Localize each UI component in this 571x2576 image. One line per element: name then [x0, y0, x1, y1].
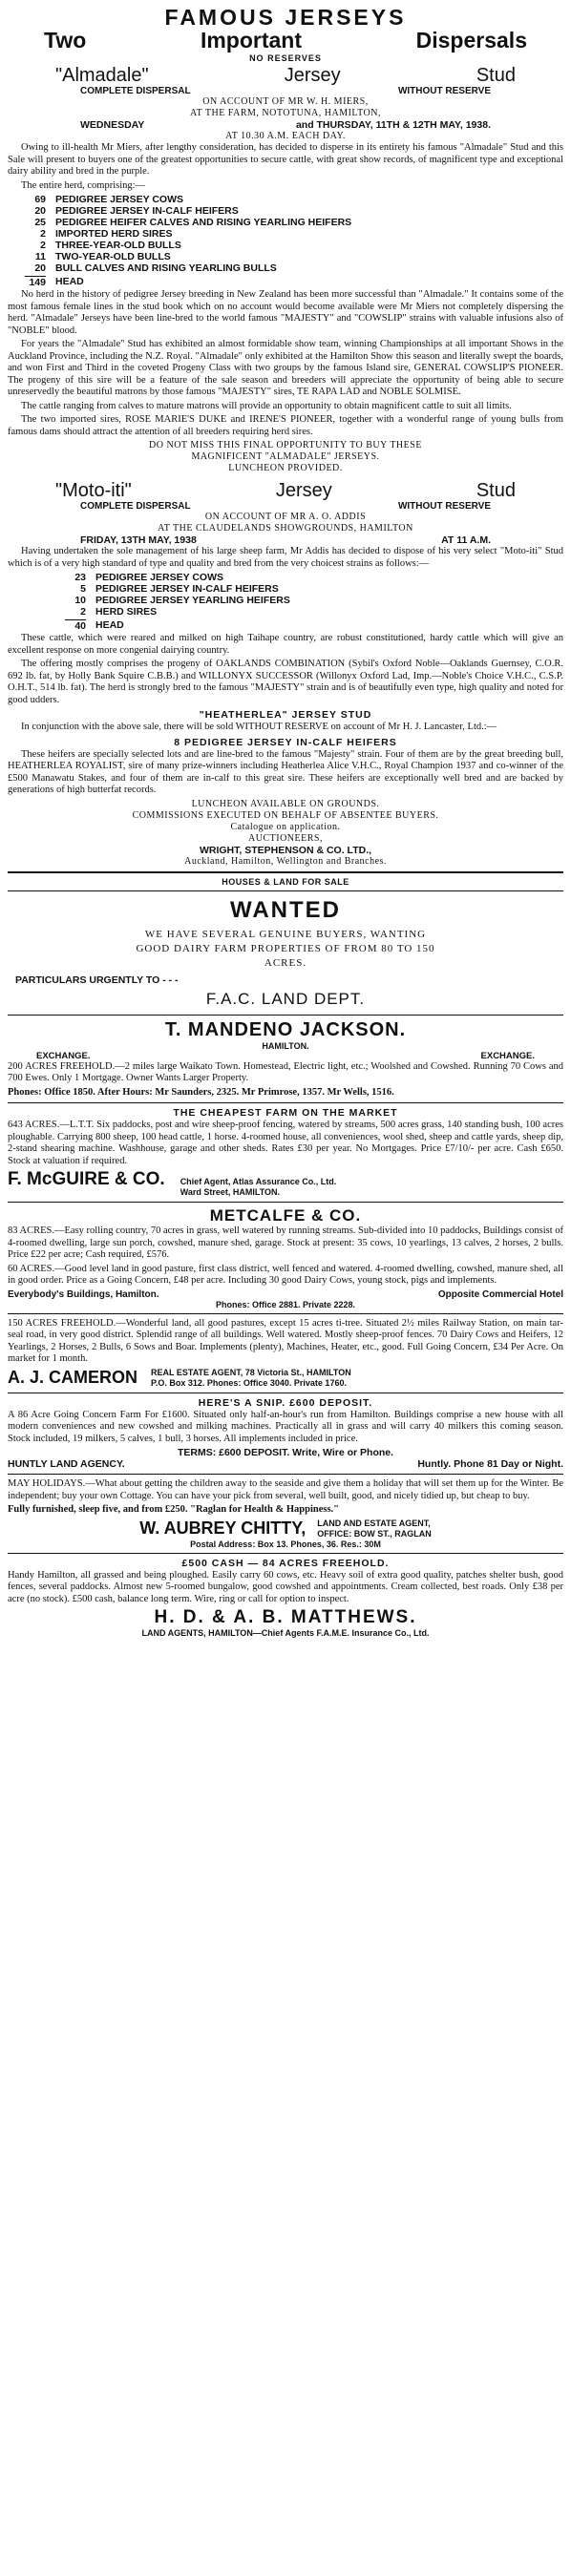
motoiti-p4: These heifers are specially selected lots and are line-bred to the famous "Majesty" strain. Four of them are by the great breeding bull, HEATHERLEA ROYALIST, sire of many prize-winners including Heatherlea Alice V.H.C., Royal Champion 1937 and co-winner of the £500 Manawatu Stakes, and four of them are in-calf to this great sire. These heifers are exceptionally well bred and are backed by generations of high butterfat records. [8, 748, 563, 795]
herd-count: 2 [40, 240, 46, 251]
wright-stephenson: WRIGHT, STEPHENSON & CO. LTD., [199, 844, 372, 856]
herd-count: 10 [74, 595, 86, 606]
chitty-postal: Postal Address: Box 13. Phones, 36. Res.: 30M [190, 1539, 381, 1549]
chitty-signature [8, 1518, 563, 1539]
motoiti-auctioneers: AUCTIONEERS, [248, 832, 323, 844]
almadale-entire: The entire herd, comprising:— [21, 179, 146, 191]
almadale-title [8, 65, 563, 86]
herd-count: 2 [40, 228, 46, 240]
chitty-side-2: OFFICE: BOW ST., RAGLAN [317, 1528, 432, 1539]
particulars-urgently: PARTICULARS URGENTLY TO - - - [15, 974, 179, 986]
wanted-line-3: ACRES. [264, 956, 307, 969]
motoiti-p2: The offering mostly comprises the progeny of OAKLANDS COMBINATION (Sybil's Oxford Noble—Oaklands Guernsey, C.O.R. 692 lb. fat, by Holly Bank Squire C.B.B.) and WILLONYX SUCCESSOR (Willonyx Oxford Lad, Imp.—Noble's Choice V.H.C., C.S.P. O.H.T., 514 lb. fat). The herd is strongly bred to the famous "MAJESTY" strain and is of beautifully even type, high quality and noted for good udders. [8, 659, 563, 705]
motoiti-date-b: AT 11 A.M. [441, 534, 491, 546]
herd-description: PEDIGREE JERSEY IN-CALF HEIFERS [55, 205, 239, 217]
motoiti-p1: These cattle, which were reared and milked on high Taihape country, are robust constitutioned, hardy cattle which will give an excellent response on more congenial dairying country. [8, 633, 563, 656]
almadale-complete-b: WITHOUT RESERVE [397, 86, 491, 96]
huntly-signature [8, 1458, 563, 1470]
herd-count: 25 [34, 217, 46, 228]
motoiti-p3: In conjunction with the above sale, there will be sold WITHOUT RESERVE on account of Mr H. J. Lancaster, Ltd.:— [21, 722, 497, 732]
almadale-p3: The cattle ranging from calves to mature matrons will provide an opportunity to obtain magnificent cattle to suit all limits. [21, 400, 512, 411]
almadale-total-label: HEAD [55, 276, 84, 287]
chitty-side-1: LAND AND ESTATE AGENT, [317, 1518, 431, 1528]
herd-list-item [65, 583, 563, 595]
metcalfe-p1: 83 ACRES.—Easy rolling country, 70 acres in grass, well watered by running streams. Sub-divided into 10 paddocks, Buildings consist of 4-roomed dwelling, large sun porch, cowshed, manure shed, garage. Stock at present: 35 cows, 10 yearlings, 13 calves, 2 horses, 2 bulls. Price £22 per acre; Cash required, £576. [8, 1225, 563, 1260]
two-word: Two [44, 28, 87, 52]
herd-description: HERD SIRES [95, 606, 158, 618]
cameron-body: 150 ACRES FREEHOLD.—Wonderful land, all good pastures, except 15 acres ti-tree. Situated 2½ miles Railway Station, on main tar-seal road, in very good district. Splendid range of all buildings. Well watered. Mostly sheep-proof fences. 70 Dairy Cows and Heifers, 12 Yearlings, 2 Horses, 2 Bulls, 6 Sows and Boar. Implements (plenty), Machines, Heater, etc., good. Full Going Concern, £34 Per Acre. On market for 1 month. [8, 1317, 563, 1364]
almadale-lunch: LUNCHEON PROVIDED. [228, 463, 343, 473]
almadale-total [25, 276, 563, 289]
mandeno-jackson-name: T. MANDENO JACKSON. [164, 1018, 407, 1040]
almadale-p2: For years the "Almadale" Stud has exhibited an almost formidable show team, winning Championships at all important Shows in the Auckland Province, including the N.Z. Royal. "Almadale" only exhibited at the Hamilton Show this season and literally swept the boards, and won First and Third in the coveted Progeny Class with two groups by the famous Island sire, GENERAL COWSLIP'S PIONEER. The progeny of this sire will be a feature of the sale season and breeders will appreciate the opportunity of being able to secure unreservedly the beautiful matrons by those famous "MAJESTY" sires, TE RAPA LAD and NOBLE SOLMISE. [8, 339, 563, 397]
motoiti-commissions: COMMISSIONS EXECUTED ON BEHALF OF ABSENTEE BUYERS. [132, 809, 439, 821]
motoiti-title-jersey: Jersey [275, 480, 332, 501]
motoiti-lunch: LUNCHEON AVAILABLE ON GROUNDS. [191, 798, 380, 809]
matthews-heading: £500 CASH — 84 ACRES FREEHOLD. [181, 1557, 390, 1569]
divider [8, 1553, 563, 1554]
herd-count: 20 [34, 205, 46, 217]
motoiti-complete [8, 501, 563, 512]
chitty-side [317, 1518, 432, 1539]
herd-count: 23 [74, 572, 86, 583]
almadale-date-b: and THURSDAY, 11TH & 12TH MAY, 1938. [295, 119, 491, 131]
matthews-body: Handy Hamilton, all grassed and being ploughed. Easily carry 60 cows, etc. Heavy soil of extra good quality, patches shelter bush, good fences, several paddocks. Almost new 5-roomed bungalow, good cowshed and appointments. Cream collected, best roads. Only £38 per acre (no stock). £500 cash, balance long term. Wire, ring or call for option to inspect. [8, 1569, 563, 1604]
herd-count: 5 [80, 583, 86, 595]
herd-description: PEDIGREE JERSEY IN-CALF HEIFERS [95, 583, 279, 595]
almadale-p1: No herd in the history of pedigree Jersey breeding in New Zealand has been more successful than "Almadale." It contains some of the most famous female lines in the stud book which on no account would become available were Mr Miers not completely dispersing the herd. "Almadale" Jerseys have been line-bred to the world famous "MAJESTY" and "COWSLIP" strains with valuable infusions also of "NOBLE" blood. [8, 289, 563, 336]
motoiti-complete-a: COMPLETE DISPERSAL [80, 501, 191, 512]
motoiti-place: AT THE CLAUDELANDS SHOWGROUNDS, HAMILTON [158, 523, 413, 534]
divider [8, 1102, 563, 1103]
divider [8, 871, 563, 873]
metcalfe-phones: Phones: Office 2881. Private 2228. [215, 1299, 356, 1309]
mandeno-exchange-left: EXCHANGE. [36, 1050, 91, 1061]
herd-description: IMPORTED HERD SIRES [55, 228, 173, 240]
mandeno-phones: Phones: Office 1850. After Hours: Mr Saunders, 2325. Mr Primrose, 1357. Mr Wells, 1516. [8, 1086, 394, 1098]
almadale-time: AT 10.30 A.M. EACH DAY. [225, 131, 346, 141]
herd-description: BULL CALVES AND RISING YEARLING BULLS [55, 262, 277, 274]
motoiti-list [65, 572, 563, 618]
almadale-p4: The two imported sires, ROSE MARIE'S DUKE and IRENE'S PIONEER, together with a wonderful range of young bulls from famous dams should attract the attention of all breeders requiring herd sires. [8, 414, 563, 437]
motoiti-total-number: 40 [65, 619, 86, 633]
huntly-terms: TERMS: £600 DEPOSIT. Write, Wire or Phone. [177, 1447, 394, 1458]
cameron-side-1: REAL ESTATE AGENT, 78 Victoria St., HAMILTON [151, 1367, 351, 1377]
motoiti-complete-b: WITHOUT RESERVE [397, 501, 491, 512]
almadale-intro: Owing to ill-health Mr Miers, after lengthy consideration, has decided to disperse in its entirety his famous "Almadale" Stud and this Sale will present to buyers one of the greatest opportunities to secure cattle, with great show records, of magnificent type and exceptional dairy ability and bred in the purple. [8, 142, 563, 177]
herd-description: PEDIGREE JERSEY COWS [95, 572, 224, 583]
herd-list-item [65, 572, 563, 583]
herd-description: TWO-YEAR-OLD BULLS [55, 251, 171, 262]
herd-count: 69 [34, 194, 46, 205]
fac-land-dept: F.A.C. LAND DEPT. [205, 989, 366, 1008]
herd-list-item [65, 595, 563, 606]
motoiti-title-stud: Stud [476, 480, 516, 501]
jerseys-headline: FAMOUS JERSEYS [164, 5, 407, 30]
cameron-signature [8, 1368, 563, 1389]
section-houses-land: HOUSES & LAND FOR SALE [222, 876, 349, 887]
huntly-phone: Huntly. Phone 81 Day or Night. [417, 1458, 563, 1470]
almadale-list [25, 194, 563, 274]
divider [8, 1313, 563, 1314]
mcguire-side [180, 1177, 337, 1198]
almadale-account: ON ACCOUNT OF MR W. H. MIERS, [202, 96, 369, 107]
no-reserves: NO RESERVES [249, 53, 322, 63]
motoiti-date-a: FRIDAY, 13TH MAY, 1938 [80, 534, 197, 546]
divider [8, 1015, 563, 1016]
almadale-date-a: WEDNESDAY [80, 119, 145, 131]
matthews-name: H. D. & A. B. MATTHEWS. [154, 1607, 417, 1627]
huntly-body: A 86 Acre Going Concern Farm For £1600. Situated only half-an-hour's run from Hamilton. Buildings comprise a new house with all modern conveniences and new cowshed and milking machines. Practically all in grass and will carry 40 milkers this coming season. Stock included, 19 milkers, 5 calves, 1 bull, 3 horses. All implements included in price. [8, 1409, 563, 1444]
mandeno-exchange [8, 1051, 563, 1061]
almadale-date [8, 119, 563, 131]
metcalfe-p2: 60 ACRES.—Good level land in good pasture, first class district, well fenced and watered. 4-roomed dwelling, cowshed, manure shed, all in good order. Price as a Going Concern, £48 per acre. Including 30 good Dairy Cows, young stock, pigs and implements. [8, 1263, 563, 1286]
mcguire-name: F. McGUIRE & CO. [8, 1169, 165, 1189]
herd-list-item [25, 217, 563, 228]
two-important-dispersals [8, 29, 563, 52]
almadale-miss-1: DO NOT MISS THIS FINAL OPPORTUNITY TO BUY THESE [149, 440, 422, 450]
herd-description: PEDIGREE HEIFER CALVES AND RISING YEARLING HEIFERS [55, 217, 352, 228]
cameron-side-2: P.O. Box 312. Phones: Office 3040. Private 1760. [151, 1377, 347, 1388]
mcguire-heading: THE CHEAPEST FARM ON THE MARKET [173, 1107, 398, 1119]
huntly-heading: HERE'S A SNIP. £600 DEPOSIT. [198, 1396, 373, 1409]
motoiti-date [8, 534, 563, 546]
mandeno-body: 200 ACRES FREEHOLD.—2 miles large Waikato Town. Homestead, Electric light, etc.; Woolshed and Cowshed. Running 70 Cows and 700 Ewes. Only 1 Mortgage. Owner Wants Larger Property. [8, 1060, 563, 1083]
herd-list-item [25, 240, 563, 251]
herd-list-item [25, 205, 563, 217]
mcguire-body: 643 ACRES.—L.T.T. Six paddocks, post and wire sheep-proof fencing, watered by streams, 500 acres grass, 140 standing bush, 100 acres ploughable. Carrying 800 sheep, 100 head cattle, 1 horse. 4-roomed house, all conveniences, wool shed, sheep and cattle yards, sheep dip, 2-stand shearing machine. Washhouse, garage and other sheds. Rates £30 per year. No Mortgages. Price £7/10/- per acre. Cash £650. Stock at valuation if required. [8, 1120, 563, 1166]
cameron-name: A. J. CAMERON [8, 1368, 138, 1387]
motoiti-catalogue: Catalogue on application. [230, 821, 341, 832]
important-word: Important [200, 28, 302, 52]
motoiti-title [8, 480, 563, 501]
motoiti-title-name: "Moto-iti" [55, 480, 132, 501]
almadale-complete [8, 86, 563, 96]
almadale-title-jersey: Jersey [284, 65, 341, 86]
metcalfe-address [8, 1289, 563, 1300]
divider [8, 1474, 563, 1475]
metcalfe-opposite: Opposite Commercial Hotel [437, 1288, 563, 1300]
herd-list-item [65, 606, 563, 618]
herd-description: PEDIGREE JERSEY COWS [55, 194, 184, 205]
wanted-heading: WANTED [230, 896, 341, 923]
chitty-fully: Fully furnished, sleep five, and from £250. "Raglan for Health & Happiness." [8, 1504, 340, 1515]
huntly-name: HUNTLY LAND AGENCY. [8, 1458, 125, 1470]
divider [8, 890, 563, 891]
matthews-footer: LAND AGENTS, HAMILTON—Chief Agents F.A.M.E. Insurance Co., Ltd. [141, 1628, 430, 1638]
motoiti-total [65, 619, 563, 633]
motoiti-account: ON ACCOUNT OF MR A. O. ADDIS [204, 512, 367, 522]
mcguire-side-1: Chief Agent, Atlas Assurance Co., Ltd. [180, 1177, 337, 1186]
almadale-total-number: 149 [25, 276, 46, 289]
herd-count: 20 [34, 262, 46, 274]
dispersals-word: Dispersals [415, 28, 527, 52]
mandeno-exchange-right: EXCHANGE. [480, 1050, 535, 1061]
herd-list-item [25, 194, 563, 205]
cameron-side [151, 1368, 351, 1389]
chitty-body: MAY HOLIDAYS.—What about getting the children away to the seaside and give them a holiday that will set them up for the Winter. Be independent; buy your own Cottage. You can have your pick from several, well built, good, and nicely tidied up, but cheap to buy. [8, 1478, 563, 1501]
herd-count: 11 [34, 251, 46, 262]
wanted-line-1: WE HAVE SEVERAL GENUINE BUYERS, WANTING [144, 928, 427, 940]
wright-stephenson-address: Auckland, Hamilton, Wellington and Branches. [184, 855, 387, 867]
heatherlea-item: 8 PEDIGREE JERSEY IN-CALF HEIFERS [174, 736, 397, 748]
herd-description: PEDIGREE JERSEY YEARLING HEIFERS [95, 595, 290, 606]
almadale-farm: AT THE FARM, NOTOTUNA, HAMILTON, [190, 108, 381, 118]
metcalfe-building: Everybody's Buildings, Hamilton. [8, 1288, 159, 1300]
divider [8, 1202, 563, 1203]
herd-list-item [25, 251, 563, 262]
herd-list-item [25, 262, 563, 274]
herd-description: THREE-YEAR-OLD BULLS [55, 240, 181, 251]
wanted-line-2: GOOD DAIRY FARM PROPERTIES OF FROM 80 TO 150 [136, 942, 435, 954]
mcguire-side-2: Ward Street, HAMILTON. [180, 1187, 281, 1197]
almadale-title-stud: Stud [476, 65, 516, 86]
herd-list-item [25, 228, 563, 240]
motoiti-intro: Having undertaken the sole management of his large sheep farm, Mr Addis has decided to dispose of his very select "Moto-iti" Stud which is of a very high standard of type and quality and bred from the very choicest strains as follows:— [8, 546, 563, 569]
herd-count: 2 [80, 606, 86, 618]
chitty-name: W. AUBREY CHITTY, [139, 1518, 307, 1538]
almadale-complete-a: COMPLETE DISPERSAL [80, 86, 191, 96]
motoiti-total-label: HEAD [95, 619, 124, 631]
metcalfe-name: METCALFE & CO. [209, 1206, 362, 1225]
almadale-title-name: "Almadale" [55, 65, 149, 86]
mcguire-signature [8, 1169, 563, 1198]
heatherlea-heading: "HEATHERLEA" JERSEY STUD [199, 709, 372, 721]
mandeno-city: HAMILTON. [262, 1040, 309, 1051]
almadale-miss-2: MAGNIFICENT "ALMADALE" JERSEYS. [191, 451, 380, 462]
